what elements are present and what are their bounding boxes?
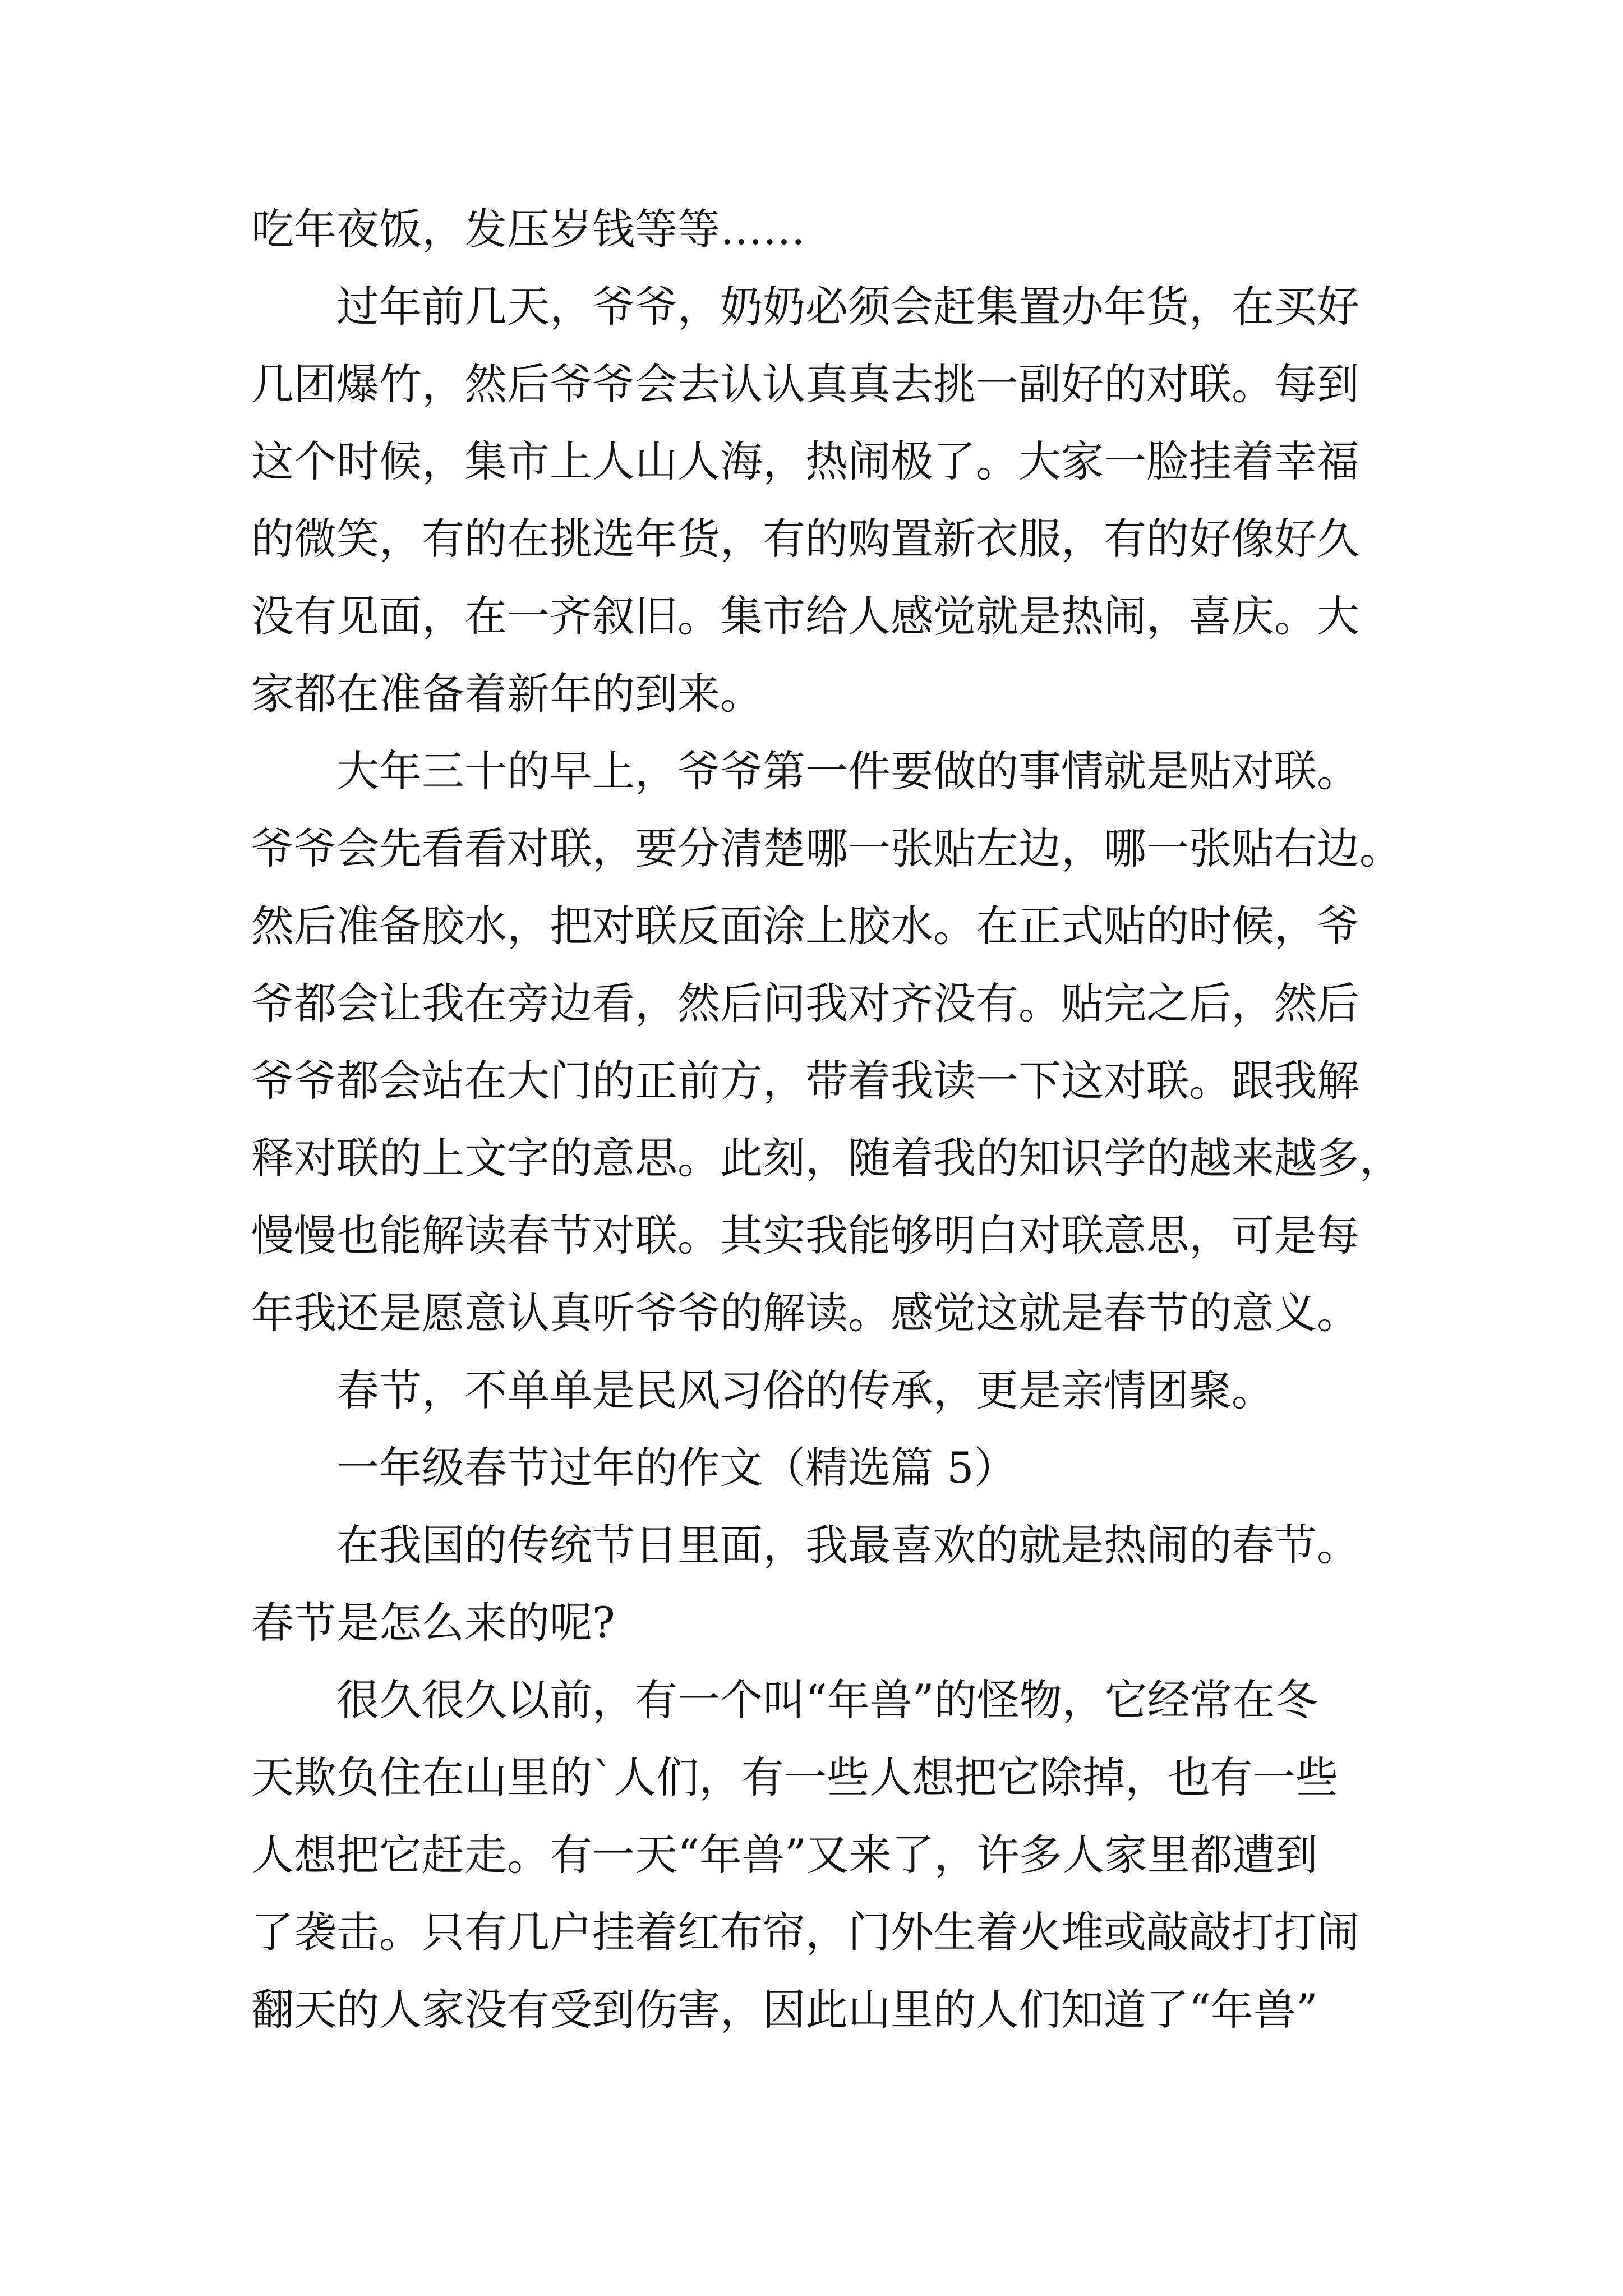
text-line: 年我还是愿意认真听爷爷的解读。感觉这就是春节的意义。 (251, 1288, 1359, 1338)
text-line: 吃年夜饭，发压岁钱等等…… (251, 204, 805, 254)
text-line: 这个时候，集市上人山人海，热闹极了。大家一脸挂着幸福 (251, 436, 1359, 486)
text-line: 爷爷都会站在大门的正前方，带着我读一下这对联。跟我解 (251, 1056, 1359, 1106)
section-heading: 一年级春节过年的作文（精选篇 5） (336, 1443, 1017, 1493)
text-line: 几团爆竹，然后爷爷会去认认真真去挑一副好的对联。每到 (251, 359, 1359, 409)
text-line: 春节是怎么来的呢? (251, 1598, 615, 1648)
paragraph-start-line: 春节，不单单是民风习俗的传承，更是亲情团聚。 (336, 1365, 1274, 1415)
paragraph-start-line: 很久很久以前，有一个叫“年兽”的怪物，它经常在冬 (336, 1675, 1318, 1725)
text-line: 翻天的人家没有受到伤害，因此山里的人们知道了“年兽” (251, 1985, 1318, 2035)
document-body (251, 191, 1407, 2049)
text-line: 释对联的上文字的意思。此刻，随着我的知识学的越来越多， (251, 1133, 1402, 1183)
text-line: 人想把它赶走。有一天“年兽”又来了，许多人家里都遭到 (251, 1830, 1318, 1880)
text-line: 的微笑，有的在挑选年货，有的购置新衣服，有的好像好久 (251, 514, 1359, 564)
text-line: 慢慢也能解读春节对联。其实我能够明白对联意思，可是每 (251, 1211, 1359, 1260)
paragraph-start-line: 大年三十的早上，爷爷第一件要做的事情就是贴对联。 (336, 746, 1359, 796)
text-line: 然后准备胶水，把对联反面涂上胶水。在正式贴的时候，爷 (251, 901, 1359, 951)
text-line: 爷都会让我在旁边看，然后问我对齐没有。贴完之后，然后 (251, 978, 1359, 1028)
paragraph-start-line: 在我国的传统节日里面，我最喜欢的就是热闹的春节。 (336, 1520, 1359, 1570)
text-line: 没有见面，在一齐叙旧。集市给人感觉就是热闹，喜庆。大 (251, 591, 1359, 641)
text-line: 家都在准备着新年的到来。 (251, 669, 763, 719)
text-line: 了袭击。只有几户挂着红布帘，门外生着火堆或敲敲打打闹 (251, 1907, 1359, 1957)
text-line: 天欺负住在山里的`人们，有一些人想把它除掉，也有一些 (251, 1752, 1338, 1802)
text-line: 爷爷会先看看对联，要分清楚哪一张贴左边，哪一张贴右边。 (251, 823, 1402, 873)
paragraph-start-line: 过年前几天，爷爷，奶奶必须会赶集置办年货，在买好 (336, 282, 1359, 332)
